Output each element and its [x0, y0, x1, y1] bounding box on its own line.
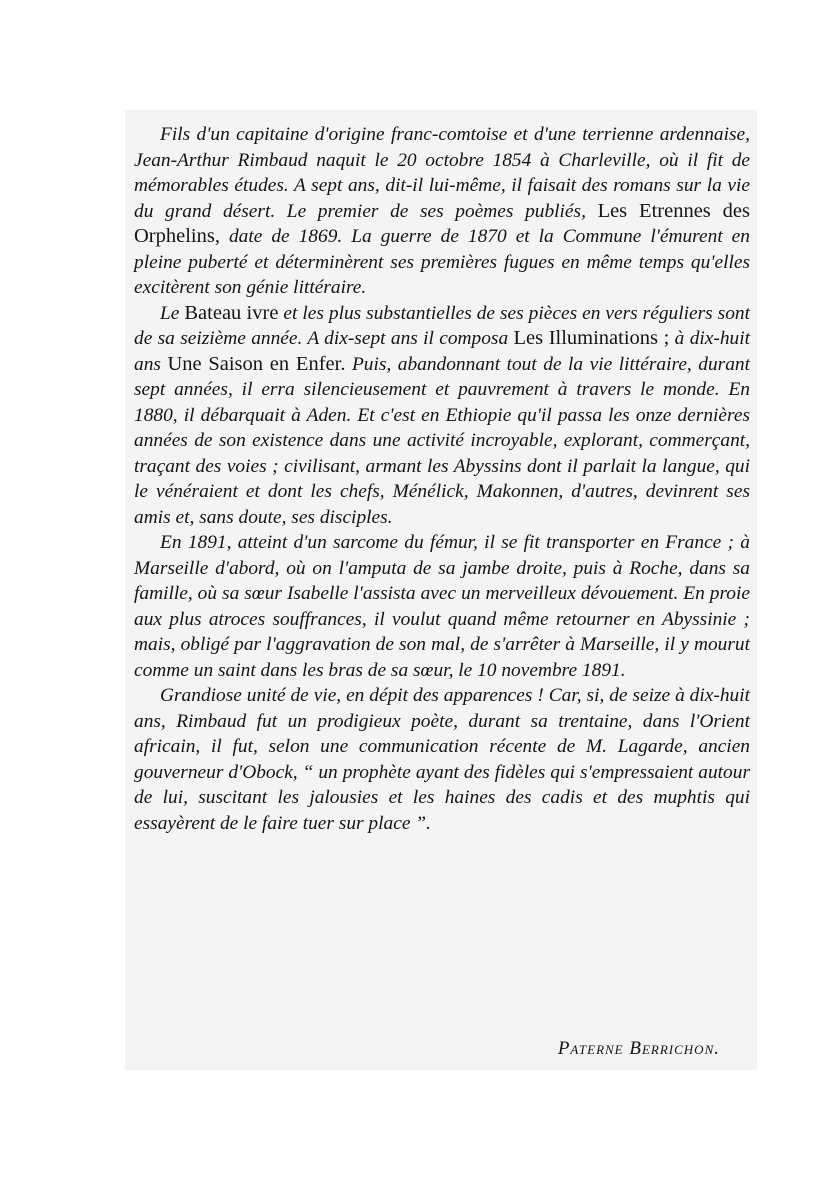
title-illuminations: Les Illuminations ;	[513, 327, 670, 349]
title-saison-en-enfer: Une Saison en Enfer.	[167, 352, 346, 375]
text-segment: En 1891, atteint d'un sarcome du fémur, il se fit transporter en France ; à Marseille d'abord, où on l'amputa de sa jambe droite, puis à Roche, dans sa famille, où sa sœur Isabelle l'assista avec un merveilleux dévouement. En proie aux plus atroces souffrances, il voulut quand même retourner en Abyssinie ; mais, obligé par l'aggravation de son mal, de s'arrêter à Marseille, il y mourut comme un saint dans les bras de sa sœur, le 10 novembre 1891.	[134, 532, 750, 681]
title-bateau-ivre: Bateau ivre	[184, 301, 279, 324]
biography-text	[134, 122, 750, 836]
paragraph-1	[134, 122, 750, 301]
paragraph-3	[134, 530, 750, 683]
text-segment: Fils d'un capitaine d'origine franc-comtoise et d'une terrienne ardennaise, Jean-Arthur Rimbaud naquit le 20 octobre 1854 à Charleville, où il fit de mémorables études. A sept ans, dit-il lui-même, il faisait des romans sur la vie du grand désert. Le premier de ses poèmes publiés,	[134, 124, 750, 222]
text-segment: Grandiose unité de vie, en dépit des apparences ! Car, si, de seize à dix-huit ans, Rimbaud fut un prodigieux poète, durant sa trentaine, dans l'Orient africain, il fut, selon une communication récente de M. Lagarde, ancien gouverneur d'Obock, “ un prophète ayant des fidèles qui s'empressaient autour de lui, suscitant les jalousies et les haines des cadis et des muphtis qui essayèrent de le faire tuer sur place ”.	[134, 685, 750, 834]
title-les-etrennes: Les Etrennes des Orphelins,	[134, 199, 750, 247]
text-segment: date de 1869. La guerre de 1870 et la Commune l'émurent en pleine puberté et déterminèrent ses premières fugues en même temps qu'elles excitèrent son génie littéraire.	[134, 226, 750, 298]
paragraph-4	[134, 683, 750, 836]
text-segment: Le	[160, 302, 185, 324]
paragraph-2	[134, 301, 750, 531]
text-segment: et les plus substantielles de ses pièces en vers réguliers sont de sa seizième année. A dix-sept ans il composa	[134, 302, 750, 349]
text-segment: à dix-huit ans	[134, 328, 751, 375]
author-signature: Paterne Berrichon.	[557, 1038, 720, 1059]
text-segment: Puis, abandonnant tout de la vie littéraire, durant sept années, il erra silencieusement et pauvrement à travers le monde. En 1880, il débarquait à Aden. Et c'est en Ethiopie qu'il passa les onze dernières années de son existence dans une activité incroyable, explorant, commerçant, traçant des voies ; civilisant, armant les Abyssins dont il parlait la langue, qui le vénéraient et dont les chefs, Ménélick, Makonnen, d'autres, devinrent ses amis et, sans doute, ses disciples.	[134, 353, 750, 528]
